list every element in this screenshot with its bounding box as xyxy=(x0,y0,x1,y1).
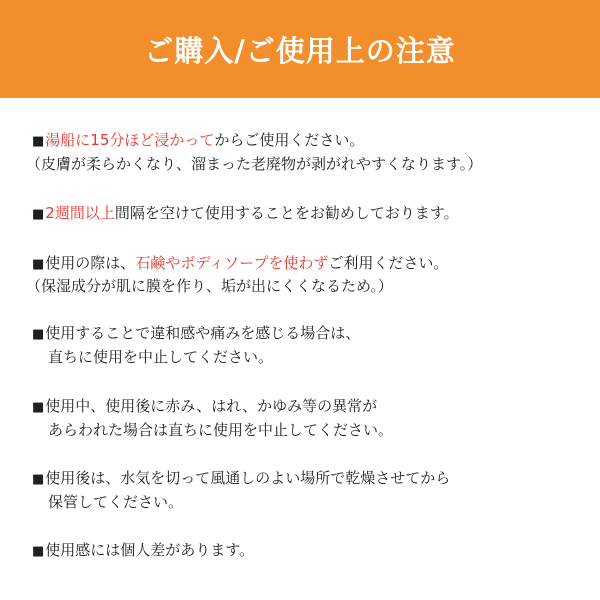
note-6 xyxy=(32,468,450,490)
square-bullet-icon: ■ xyxy=(32,327,45,342)
note-2-highlight: 2週間以上 xyxy=(45,204,115,222)
note-3-highlight: 石鹸やボディソープを使わず xyxy=(135,254,329,272)
page-title: ご購入/ご使用上の注意 xyxy=(144,33,456,68)
note-3-pre: 使用の際は、 xyxy=(45,254,136,272)
square-bullet-icon: ■ xyxy=(32,544,45,559)
note-4-line-2: 直ちに使用を中止してください。 xyxy=(48,348,274,366)
square-bullet-icon: ■ xyxy=(32,257,45,272)
square-bullet-icon: ■ xyxy=(32,472,45,487)
note-4-line-1: 使用することで違和感や痛みを感じる場合は、 xyxy=(45,324,361,342)
note-5 xyxy=(32,396,377,418)
note-1-highlight: 湯船に15分ほど浸かって xyxy=(45,131,215,149)
square-bullet-icon: ■ xyxy=(32,400,45,415)
note-5-line-2: あらわれた場合は直ちに使用を中止してください。 xyxy=(48,421,394,439)
note-6-line-2: 保管してください。 xyxy=(48,493,184,511)
square-bullet-icon: ■ xyxy=(32,207,45,222)
square-bullet-icon: ■ xyxy=(32,134,45,149)
note-5-line-1: 使用中、使用後に赤み、はれ、かゆみ等の異常が xyxy=(45,397,378,415)
header-banner xyxy=(0,0,600,98)
note-7-line-1: 使用感には個人差があります。 xyxy=(45,541,255,559)
note-1 xyxy=(32,130,364,152)
note-6-line-1: 使用後は、水気を切って風通しのよい場所で乾燥させてから xyxy=(45,469,451,487)
note-7 xyxy=(32,540,254,562)
note-3 xyxy=(32,253,448,275)
note-2-text: 間隔を空けて使用することをお勧めしております。 xyxy=(114,204,459,222)
note-3-text: ご利用ください。 xyxy=(328,254,449,272)
note-1-text: からご使用ください。 xyxy=(214,131,365,149)
note-2 xyxy=(32,203,459,225)
note-3-sub: （保湿成分が肌に膜を作り、垢が出にくくなるため。） xyxy=(26,277,393,295)
note-1-sub: （皮膚が柔らかくなり、溜まった老廃物が剥がれやすくなります。） xyxy=(26,155,483,173)
note-4 xyxy=(32,323,360,345)
